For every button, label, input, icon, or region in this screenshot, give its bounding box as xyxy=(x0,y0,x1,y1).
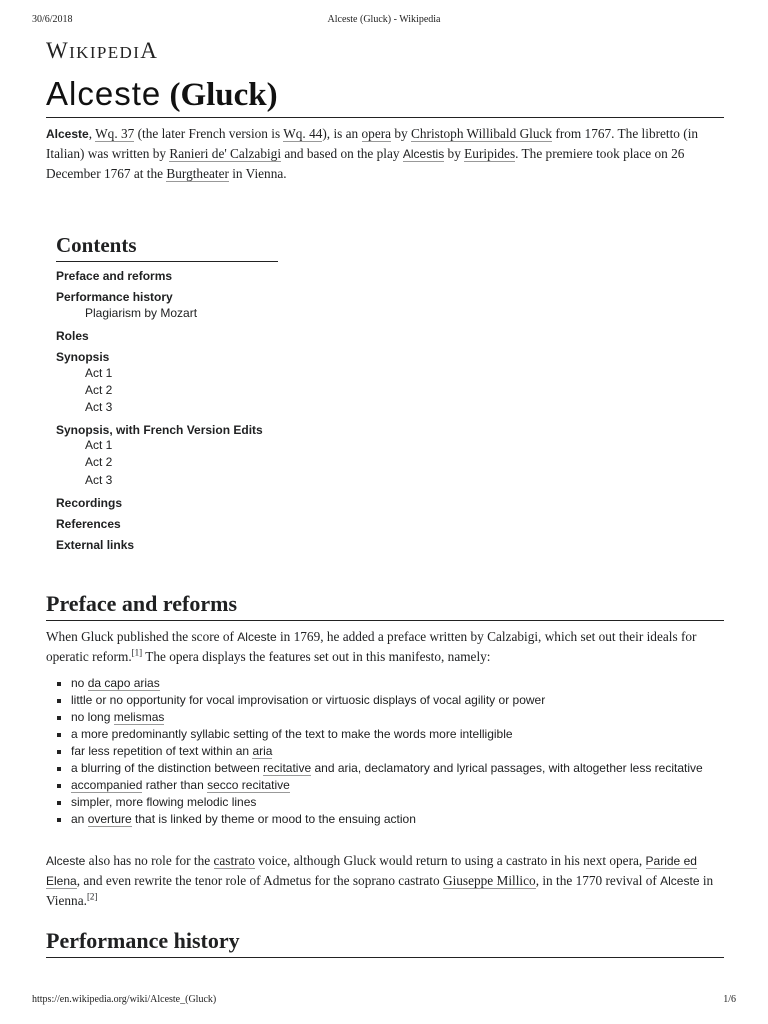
list-item: simpler, more flowing melodic lines xyxy=(46,794,716,811)
da-capo-link[interactable]: da capo arias xyxy=(87,676,160,690)
paride-link[interactable]: Paride ed Elena xyxy=(46,854,697,888)
reform-list xyxy=(46,675,716,828)
wq37-link[interactable]: Wq. 37 xyxy=(95,126,135,141)
accompanied-link[interactable]: accompanied xyxy=(71,778,143,792)
list-item: no da capo arias xyxy=(46,675,716,692)
toc-item-french-synopsis[interactable]: Synopsis, with French Version Edits xyxy=(56,423,263,437)
recitative-link[interactable]: recitative xyxy=(263,761,312,775)
list-item: a more predominantly syllabic setting of the text to make the words more intelligible xyxy=(46,726,716,743)
toc-item-references[interactable]: References xyxy=(56,517,121,531)
wq44-link[interactable]: Wq. 44 xyxy=(283,126,323,141)
list-item: little or no opportunity for vocal improvisation or virtuosic displays of vocal agility or power xyxy=(46,692,716,709)
table-of-contents xyxy=(56,232,278,552)
secco-recitative-link[interactable]: secco recitative xyxy=(207,778,290,792)
toc-item-french-act2[interactable]: Act 2 xyxy=(85,455,113,469)
list-item: no long melismas xyxy=(46,709,716,726)
millico-link[interactable]: Giuseppe Millico xyxy=(442,873,536,888)
toc-item-recordings[interactable]: Recordings xyxy=(56,496,123,510)
toc-item-preface[interactable]: Preface and reforms xyxy=(56,269,173,283)
toc-item-synopsis-act3[interactable]: Act 3 xyxy=(85,400,113,414)
wikipedia-logo[interactable]: WIKIPEDIA xyxy=(46,38,159,63)
toc-item-performance-history[interactable]: Performance history xyxy=(56,290,173,304)
euripides-link[interactable]: Euripides xyxy=(464,146,516,161)
print-date: 30/6/2018 xyxy=(32,14,73,25)
list-item: accompanied rather than secco recitative xyxy=(46,777,716,794)
castrato-paragraph: Alceste also has no role for the castrato voice, although Gluck would return to using a castrato in his next opera, Paride ed Elena, and even rewrite the tenor role of Admetus for the soprano castrato Giuseppe Millico, in the 1770 revival of Alceste in Vienna.[2] xyxy=(46,853,714,908)
toc-item-synopsis[interactable]: Synopsis xyxy=(56,350,110,364)
print-page-number: 1/6 xyxy=(723,994,736,1005)
overture-link[interactable]: overture xyxy=(87,812,132,826)
toc-item-synopsis-act1[interactable]: Act 1 xyxy=(85,366,113,380)
list-item: far less repetition of text within an aria xyxy=(46,743,716,760)
toc-item-external-links[interactable]: External links xyxy=(56,538,135,552)
section-heading-performance: Performance history xyxy=(46,927,724,958)
castrato-link[interactable]: castrato xyxy=(213,853,255,868)
list-item: an overture that is linked by theme or mood to the ensuing action xyxy=(46,811,716,828)
ref-1[interactable]: [1] xyxy=(131,647,143,658)
calzabigi-link[interactable]: Ranieri de' Calzabigi xyxy=(169,146,282,161)
toc-item-french-act3[interactable]: Act 3 xyxy=(85,473,113,487)
page-title: Alceste (Gluck) xyxy=(46,74,724,118)
toc-item-roles[interactable]: Roles xyxy=(56,329,89,343)
intro-paragraph: Alceste, Wq. 37 (the later French version is Wq. 44), is an opera by Christoph Willibald Gluck from 1767. The libretto (in Italian) was written by Ranieri de' Calzabigi and based on the play Alcestis by Euripides. The premiere took place on 26 December 1767 at the Burgtheater in Vienna. xyxy=(46,126,699,181)
print-url: https://en.wikipedia.org/wiki/Alceste_(Gluck) xyxy=(32,994,217,1005)
preface-paragraph: When Gluck published the score of Alceste in 1769, he added a preface written by Calzabigi, which set out their ideals for operatic reform.[1] The opera displays the features set out in this manifesto, namely: xyxy=(46,629,697,664)
gluck-link[interactable]: Christoph Willibald Gluck xyxy=(411,126,553,141)
melismas-link[interactable]: melismas xyxy=(113,710,165,724)
list-item: a blurring of the distinction between recitative and aria, declamatory and lyrical passages, with altogether less recitative xyxy=(46,760,716,777)
toc-heading: Contents xyxy=(56,232,278,262)
ref-2[interactable]: [2] xyxy=(86,891,98,902)
section-heading-preface: Preface and reforms xyxy=(46,590,724,621)
toc-item-plagiarism[interactable]: Plagiarism by Mozart xyxy=(85,306,198,320)
print-title: Alceste (Gluck) - Wikipedia xyxy=(327,14,441,25)
opera-link[interactable]: opera xyxy=(361,126,392,141)
alcestis-link[interactable]: Alcestis xyxy=(402,147,445,161)
aria-link[interactable]: aria xyxy=(252,744,273,758)
burgtheater-link[interactable]: Burgtheater xyxy=(166,166,229,181)
toc-item-french-act1[interactable]: Act 1 xyxy=(85,438,113,452)
toc-item-synopsis-act2[interactable]: Act 2 xyxy=(85,383,113,397)
